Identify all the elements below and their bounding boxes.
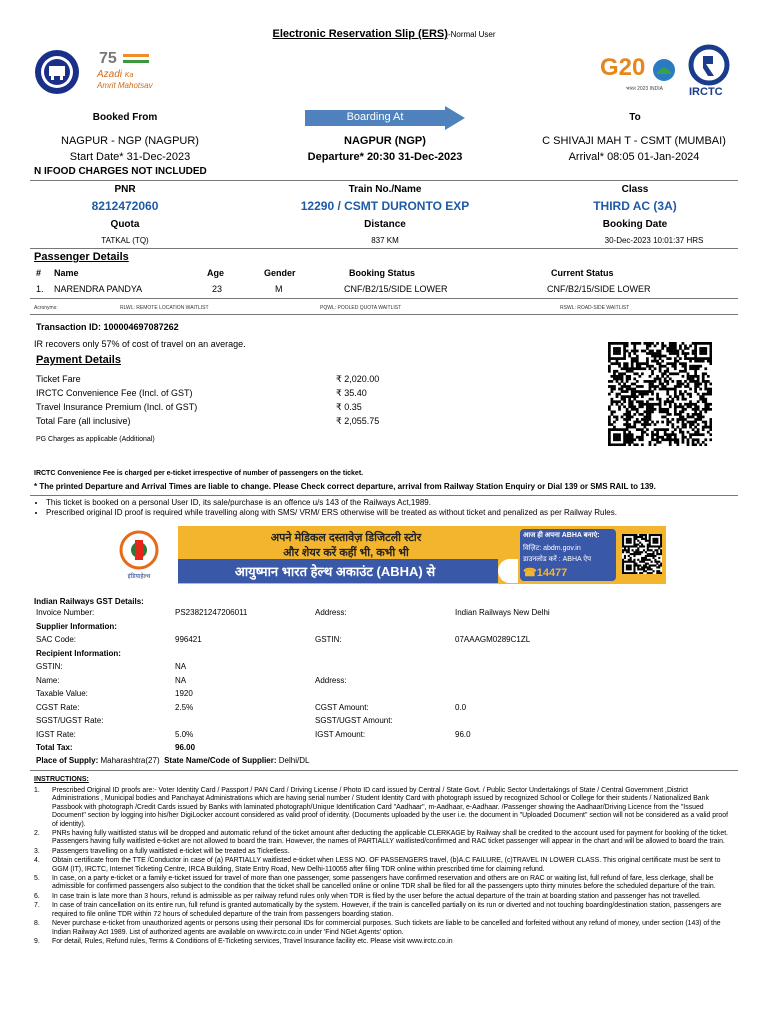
transaction-id: Transaction ID: 100004697087262 bbox=[36, 322, 179, 332]
supplier-gstin-label: GSTIN: bbox=[315, 635, 342, 644]
recipient-gstin-label: GSTIN: bbox=[36, 662, 63, 671]
payment-details-title: Payment Details bbox=[36, 354, 121, 366]
quota-label: Quota bbox=[110, 219, 140, 230]
acronym-rlwl: RLWL: REMOTE LOCATION WAITLIST bbox=[120, 305, 209, 311]
food-note: N IFOOD CHARGES NOT INCLUDED bbox=[34, 166, 207, 177]
ers-title bbox=[0, 28, 768, 40]
igst-rate-label: IGST Rate: bbox=[36, 730, 76, 739]
list-item: 8. Never purchase e-ticket from unauthorized agents or persons using their personal IDs for commercial purposes. Such tickets are liable to be cancelled and forfeited without any refund of money, under section (143) of the Indian Railway Act 1989. List of authorized agents are available on www.irctc.co.in under 'Find NGet Agents' option. bbox=[34, 920, 721, 936]
class-label: Class bbox=[621, 184, 649, 195]
list-item: 7. In case of train cancellation on its entire run, full refund is granted automatically by the system. However, if the train is cancelled partially on its run or diverted and not touching boarding/destination station, passengers are required to file online TDR within 72 hours of scheduled departure of the train from passengers boarding station. bbox=[34, 902, 722, 918]
divider bbox=[30, 495, 738, 496]
boarding-station: NAGPUR (NGP) bbox=[344, 135, 426, 147]
passenger-details-title: Passenger Details bbox=[34, 251, 129, 263]
total-tax-label: Total Tax: bbox=[36, 743, 73, 752]
start-date: Start Date* 31-Dec-2023 bbox=[69, 151, 191, 163]
payment-label-total-fare: Total Fare (all inclusive) bbox=[36, 416, 131, 426]
train-label: Train No./Name bbox=[348, 184, 422, 195]
printed-times-note: * The printed Departure and Arrival Times are liable to change. Please Check correct departure, arrival from Railway Station Enquiry or Dial 139 or SMS RAIL to 139. bbox=[34, 482, 656, 491]
booking-date-label: Booking Date bbox=[602, 219, 668, 230]
col-header: Name bbox=[54, 268, 79, 278]
banner-line2: और शेयर करें कहीं भी, कभी भी bbox=[283, 547, 409, 559]
booking-date-value: 30-Dec-2023 10:01:37 HRS bbox=[604, 236, 704, 245]
abha-logo bbox=[100, 526, 178, 584]
cgst-rate-label: CGST Rate: bbox=[36, 703, 80, 712]
from-station: NAGPUR - NGP (NAGPUR) bbox=[61, 135, 199, 147]
list-item: • Prescribed original ID proof is required while travelling along with SMS/ VRM/ ERS otherwise will be treated as without ticket and penalized as per Railway Rules. bbox=[46, 508, 756, 518]
invoice-label: Invoice Number: bbox=[36, 608, 95, 617]
divider bbox=[30, 180, 738, 181]
cgst-amount-label: CGST Amount: bbox=[315, 703, 369, 712]
pg-charges-note: PG Charges as applicable (Additional) bbox=[36, 436, 155, 443]
booked-from-label: Booked From bbox=[92, 112, 158, 123]
azadi-line2: Ka bbox=[124, 72, 134, 79]
address-label: Address: bbox=[315, 608, 347, 617]
train-value: 12290 / CSMT DURONTO EXP bbox=[300, 199, 470, 213]
sgst-rate-label: SGST/UGST Rate: bbox=[36, 716, 104, 725]
taxable-label: Taxable Value: bbox=[36, 689, 88, 698]
taxable-value: 1920 bbox=[175, 689, 193, 698]
col-header: Age bbox=[207, 268, 225, 278]
payment-label-ticket-fare: Ticket Fare bbox=[36, 374, 81, 384]
cell: CNF/B2/15/SIDE LOWER bbox=[344, 284, 448, 294]
g20-logo bbox=[600, 52, 678, 94]
recipient-name-value: NA bbox=[175, 676, 187, 685]
divider bbox=[30, 298, 738, 299]
cell: 23 bbox=[212, 284, 223, 294]
g20-subtext: भारत 2023 INDIA bbox=[626, 86, 663, 92]
state-supplier-value: Delhi/DL bbox=[278, 756, 310, 765]
supplier-gstin-value: 07AAAGM0289C1ZL bbox=[455, 635, 531, 644]
sgst-amount-label: SGST/UGST Amount: bbox=[315, 716, 393, 725]
qr-code bbox=[608, 342, 712, 446]
recipient-gstin-value: NA bbox=[175, 662, 187, 671]
cell: CNF/B2/15/SIDE LOWER bbox=[547, 284, 651, 294]
distance-value: 837 KM bbox=[371, 236, 399, 245]
col-header: # bbox=[36, 268, 42, 278]
banner-phone: 14477 bbox=[536, 567, 568, 579]
place-of-supply-label: Place of Supply: bbox=[36, 756, 99, 765]
total-tax-value: 96.00 bbox=[175, 743, 196, 752]
acronyms-label: Acronyms: bbox=[34, 305, 58, 311]
indian-railways-logo bbox=[34, 49, 80, 95]
cell: NARENDRA PANDYA bbox=[54, 284, 143, 294]
payment-value-ticket-fare: ₹ 2,020.00 bbox=[336, 374, 380, 384]
boarding-at-arrow bbox=[305, 106, 465, 130]
title-text: Electronic Reservation Slip (ERS) bbox=[272, 28, 448, 40]
igst-amount-label: IGST Amount: bbox=[315, 730, 366, 739]
divider bbox=[30, 770, 738, 771]
divider bbox=[30, 248, 738, 249]
list-item: 2. PNRs having fully waitlisted status will be dropped and automatic refund of the ticket amount after deducting the applicable CLERKAGE by Railway shall be credited to the account used for payment for booking of the ticket. Passengers having fully waitlisted e-ticket are not allowed to board the train. However, the names of PARTIALLY waitlisted/confirmed and RAC ticket passenger will appear in the chart and will be allowed to board the train. bbox=[34, 830, 729, 846]
irctc-logo bbox=[686, 44, 736, 100]
divider bbox=[30, 314, 738, 315]
banner-qr-code bbox=[622, 534, 662, 574]
class-value: THIRD AC (3A) bbox=[593, 199, 677, 213]
g20-text: G20 bbox=[600, 54, 646, 81]
sac-label: SAC Code: bbox=[36, 635, 77, 644]
convenience-fee-note: IRCTC Convenience Fee is charged per e-ticket irrespective of number of passengers on the ticket. bbox=[34, 470, 364, 477]
list-item: 4. Obtain certificate from the TTE /Conductor in case of (a) PARTIALLY waitlisted e-ticket when LESS NO. OF PASSENGERS travel, (b)A.C FAILURE, (c)TRAVEL IN LOWER CLASS. This original certificate must be sent to GGM (IT), IRCTC, Internet Ticketing Centre, IRCA Building, State Entry Road, New Delhi-110055 after filing TDR online within prescribed time for claiming refund. bbox=[34, 857, 721, 873]
pnr-label: PNR bbox=[114, 184, 136, 195]
acronym-rswl: RSWL: ROAD-SIDE WAITLIST bbox=[560, 305, 630, 311]
pnr-value: 8212472060 bbox=[91, 199, 159, 213]
cgst-rate-value: 2.5% bbox=[175, 703, 194, 712]
abha-logo-caption: इंडियाहेल्थ bbox=[127, 574, 151, 580]
azadi-line3: Amrit Mahotsav bbox=[97, 81, 153, 90]
to-station: C SHIVAJI MAH T - CSMT (MUMBAI) bbox=[542, 135, 726, 147]
sac-value: 996421 bbox=[175, 635, 202, 644]
irctc-emblem-icon bbox=[686, 44, 732, 86]
quota-value: TATKAL (TQ) bbox=[101, 236, 149, 245]
azadi-number: 75 bbox=[99, 50, 117, 67]
to-label: To bbox=[629, 112, 641, 123]
list-item: 9. For detail, Rules, Refund rules, Terms & Conditions of E-Ticketing services, Travel Insurance facility etc. Please visit www.irctc.co.in bbox=[34, 937, 453, 945]
col-header: Gender bbox=[264, 268, 296, 278]
phone-icon: ☎ bbox=[523, 567, 537, 579]
place-of-supply-value: Maharashtra(27) bbox=[100, 756, 160, 765]
banner-download: डाउनलोड करें : ABHA ऐप bbox=[523, 556, 592, 563]
cell: M bbox=[275, 284, 283, 294]
irctc-text: IRCTC bbox=[689, 86, 723, 98]
recipient-info-title: Recipient Information: bbox=[36, 649, 121, 658]
payment-value-insurance: ₹ 0.35 bbox=[336, 402, 362, 412]
col-header: Current Status bbox=[551, 268, 614, 278]
list-item: 6. In case train is late more than 3 hours, refund is admissible as per railway refund rules only when TDR is filed by the user before the actual departure of the train at boarding station and passenger has not travelled. bbox=[34, 892, 701, 900]
departure-time: Departure* 20:30 31-Dec-2023 bbox=[307, 151, 463, 163]
payment-value-convenience-fee: ₹ 35.40 bbox=[336, 388, 367, 398]
subtitle-text: -Normal User bbox=[447, 30, 496, 39]
payment-value-total-fare: ₹ 2,055.75 bbox=[336, 416, 380, 426]
igst-amount-value: 96.0 bbox=[455, 730, 471, 739]
invoice-value: PS23821247206011 bbox=[175, 608, 248, 617]
banner-line1: अपने मेडिकल दस्तावेज़ डिजिटली स्टोर bbox=[270, 532, 422, 544]
supplier-info-title: Supplier Information: bbox=[36, 622, 117, 631]
acronym-pqwl: PQWL: POOLED QUOTA WAITLIST bbox=[320, 305, 402, 311]
banner-right-title: आज ही अपना ABHA बनाएं: bbox=[523, 532, 600, 539]
distance-label: Distance bbox=[364, 219, 406, 230]
instructions-title: INSTRUCTIONS: bbox=[34, 776, 89, 783]
list-item: • This ticket is booked on a personal User ID, its sale/purchase is an offence u/s 143 of the Railways Act,1989. bbox=[46, 498, 756, 508]
cell: 1. bbox=[36, 284, 44, 294]
recipient-address-label: Address: bbox=[315, 676, 347, 685]
list-item: 3. Passengers travelling on a fully waitlisted e-ticket will be treated as Ticketless. bbox=[34, 847, 290, 855]
banner-right-panel bbox=[520, 529, 616, 581]
recipient-name-label: Name: bbox=[36, 676, 60, 685]
cgst-amount-value: 0.0 bbox=[455, 703, 467, 712]
arrival-time: Arrival* 08:05 01-Jan-2024 bbox=[568, 151, 700, 163]
col-header: Booking Status bbox=[349, 268, 416, 278]
azadi-logo bbox=[95, 50, 155, 96]
banner-visit: विज़िट: abdm.gov.in bbox=[523, 545, 581, 552]
recovery-note: IR recovers only 57% of cost of travel on an average. bbox=[34, 339, 246, 349]
banner-line3: आयुष्मान भारत हेल्थ अकाउंट (ABHA) से bbox=[234, 564, 436, 579]
instructions-list bbox=[34, 787, 734, 947]
ticket-rules-list bbox=[30, 498, 756, 518]
address-value: Indian Railways New Delhi bbox=[455, 608, 550, 617]
gst-title: Indian Railways GST Details: bbox=[34, 597, 144, 606]
state-supplier-label: State Name/Code of Supplier: bbox=[164, 756, 277, 765]
payment-label-convenience-fee: IRCTC Convenience Fee (Incl. of GST) bbox=[36, 388, 193, 398]
list-item: 5. In case, on a party e-ticket or a family e-ticket issued for travel of more than one passenger, some passengers have confirmed reservation and others are on RAC or waiting list, full refund of fare, less clerkage, shall be admissible for confirmed passengers also subject to the condition that the ticket shall be cancelled online or online TDR shall be filed for all the passengers upto thirty minutes before the scheduled departure of the train. bbox=[34, 875, 716, 891]
payment-label-insurance: Travel Insurance Premium (Incl. of GST) bbox=[36, 402, 198, 412]
boarding-at-label: Boarding At bbox=[346, 111, 404, 123]
banner-badge-icon bbox=[498, 559, 518, 583]
lotus-icon bbox=[652, 58, 676, 87]
igst-rate-value: 5.0% bbox=[175, 730, 194, 739]
azadi-line1: Azadi bbox=[97, 69, 123, 80]
abha-banner[interactable] bbox=[100, 526, 666, 584]
list-item: 1. Prescribed Original ID proofs are:- Voter Identity Card / Passport / PAN Card / Driving License / Photo ID card issued by Central / State Govt. / Public Sector Undertakings of State / Central Government ,District Administrations , Municipal bodies and Panchayat Administrations which are having serial number / Student Identity Card with photograph issued by recognized School or College for their students / Nationalized Bank Passbook with photograph /Credit Cards issued by Banks with laminated photograph/Unique Identification Card "Aadhaar", m-Aadhaar, e-Aadhaar. /Passenger showing the Aadhaar/Driving Licence from the "Issued Document" section by logging into his/her DigiLocker account considered as valid proof of identity. (Documents uploaded by the user i.e. the document in "Uploaded Document" section will not be considered as a valid proof of identity). bbox=[34, 787, 728, 828]
